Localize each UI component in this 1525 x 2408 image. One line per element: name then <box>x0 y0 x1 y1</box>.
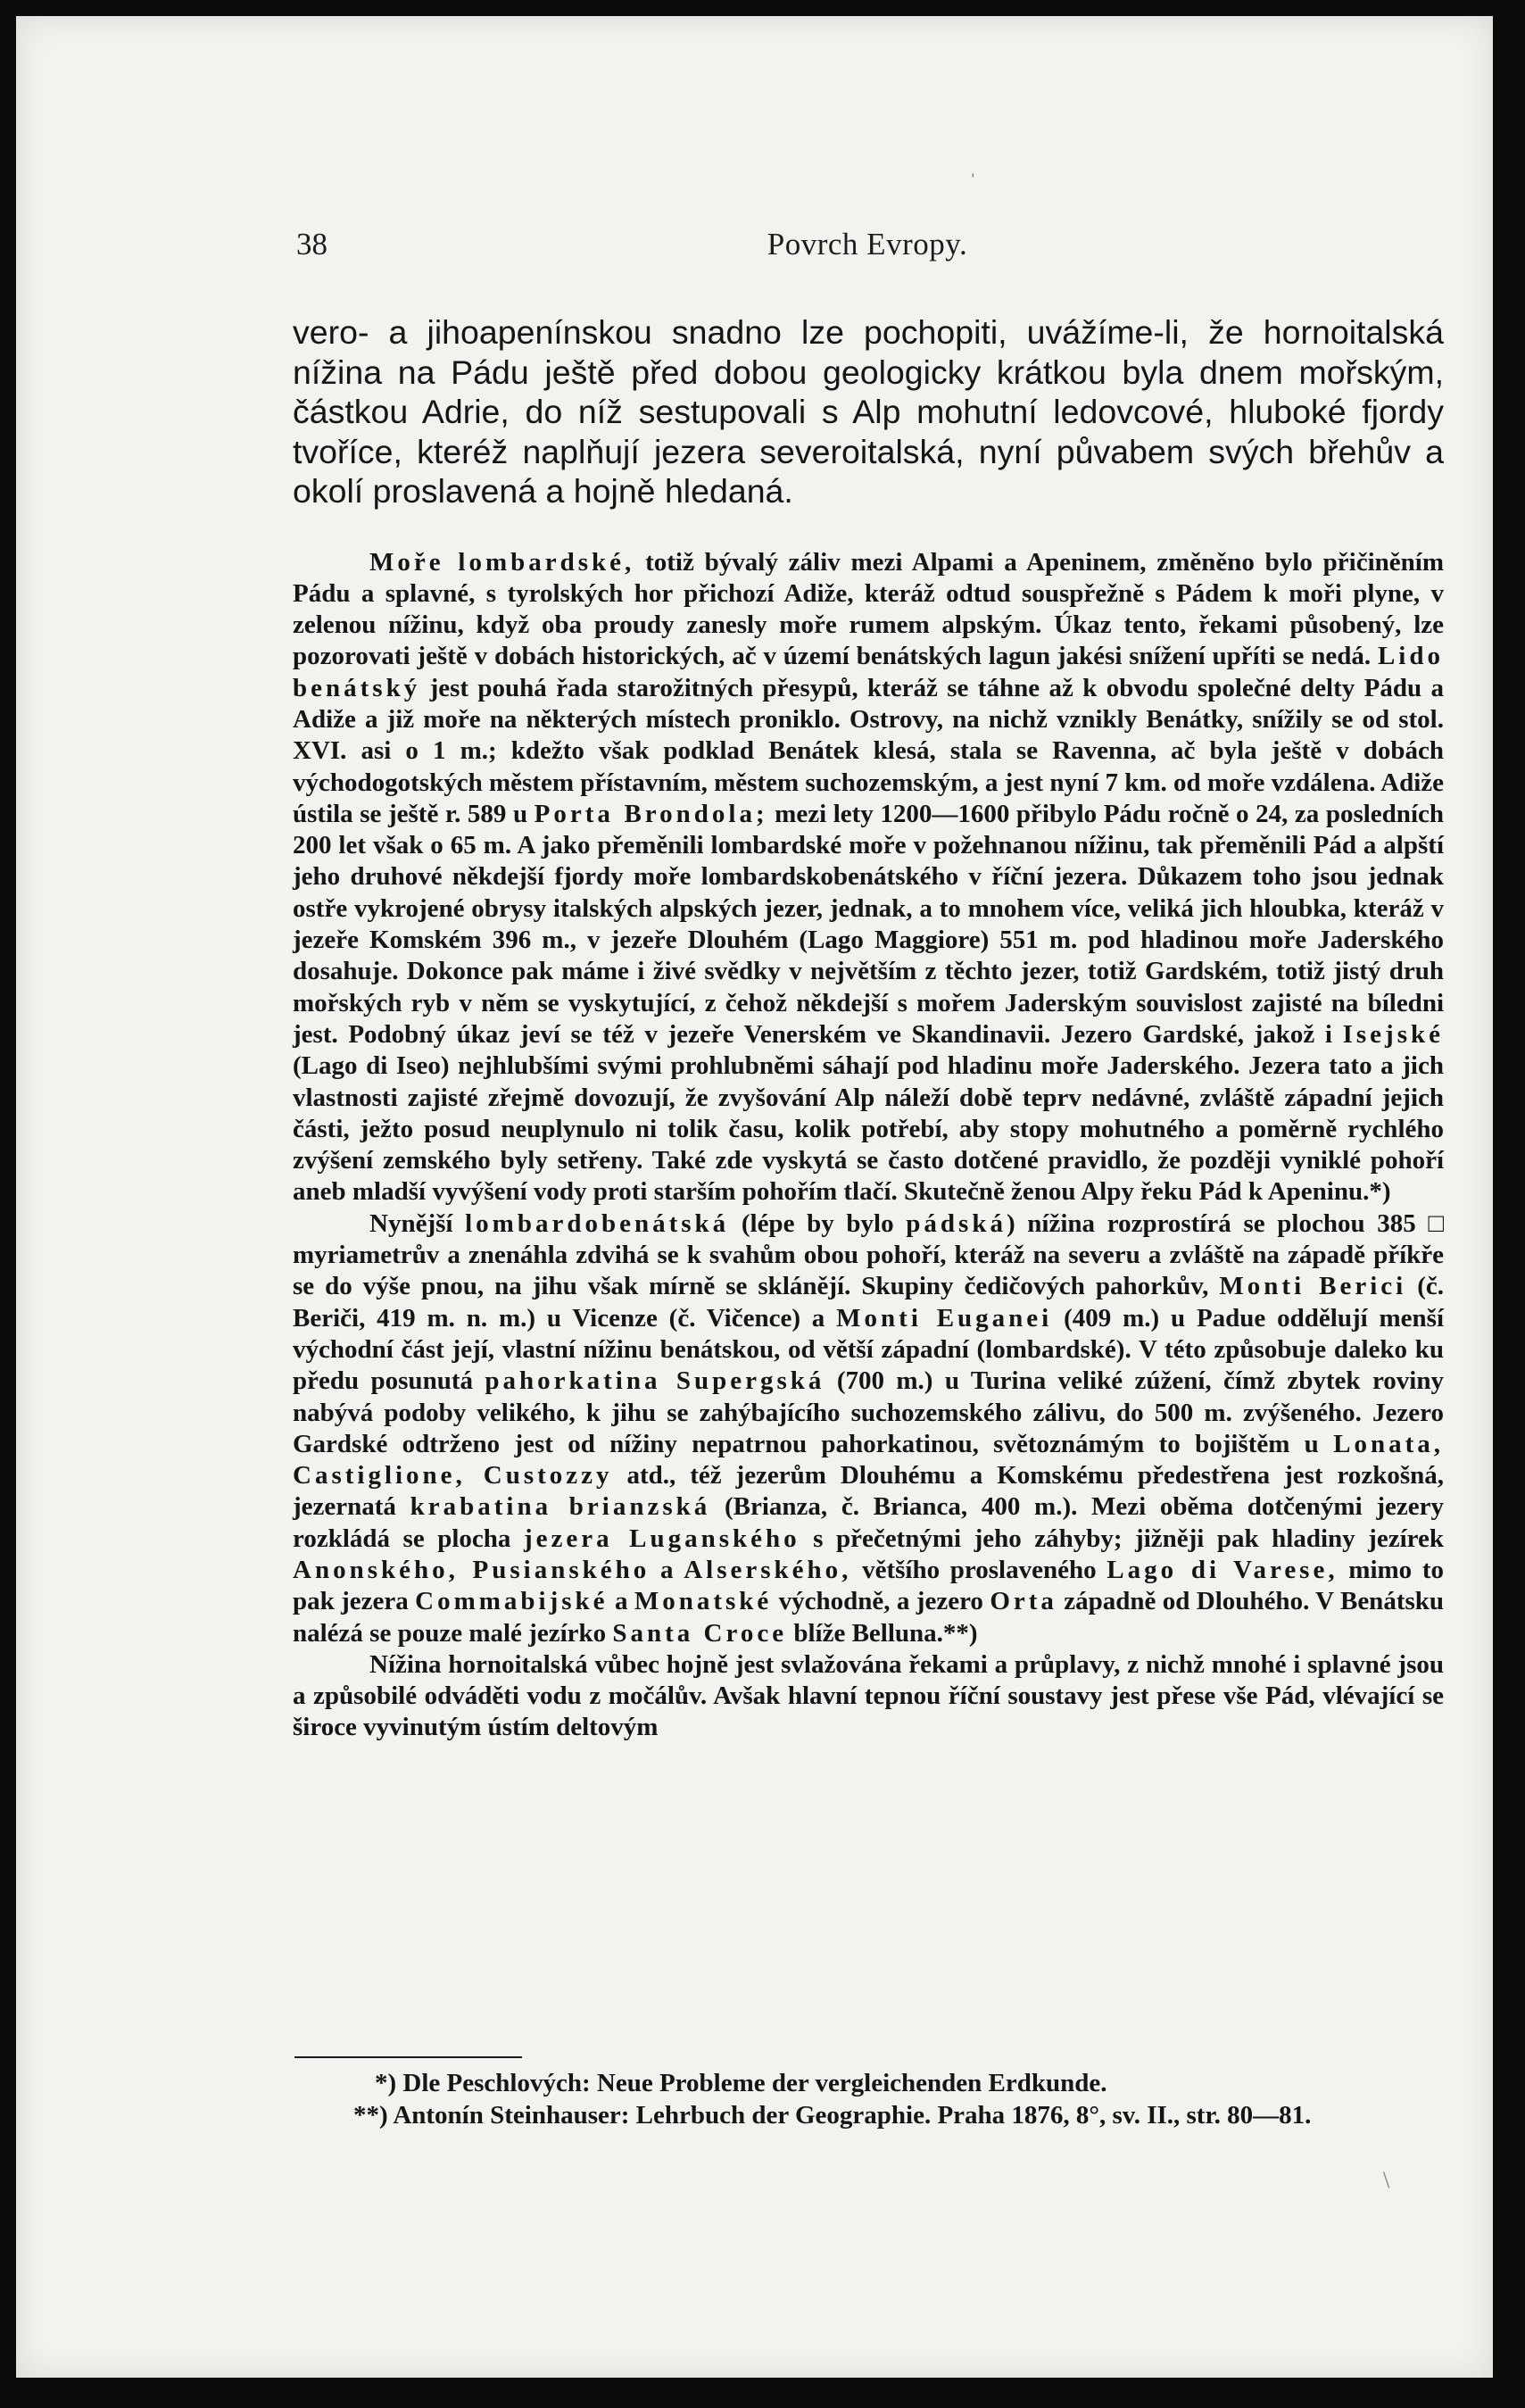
footnote-text: Antonín Steinhauser: Lehrbuch der Geographie. Praha 1876, 8°, sv. II., str. 80—81. <box>393 2101 1312 2130</box>
text-run: mimo to pak jezera <box>293 1556 1445 1616</box>
footnotes <box>293 2067 1444 2131</box>
text-run: s přečetnými jeho záhyby; jižněji pak hladiny jezírek <box>800 1524 1444 1553</box>
scanned-page <box>16 16 1493 2378</box>
spaced-term: Porta Brondola; <box>534 799 768 828</box>
spaced-term: jezera Luganského <box>523 1524 800 1553</box>
text-run: mezi lety 1200—1600 přibylo Pádu ročně o 24, za posledních 200 let však o 65 m. A jako přeměnili lombardské moře v požehnanou nížinu, tak přeměnili Pád a alpští jeho druhové někdejší fjordy moře lombardskobenátského v říční jezera. Důkazem toho jsou jednak ostře vykrojené obrysy italských alpských jezer, jednak, a to mnohem více, veliká jich hloubka, kteráž v jezeře Komském 396 m., v jezeře Dlouhém (Lago Maggiore) 551 m. pod hladinou moře Jaderského dosahuje. Dokonce pak máme i živé svědky v největším z těchto jezer, totiž Gardském, totiž jistý druh mořských ryb v něm se vyskytující, z čehož někdejší s mořem Jaderským souvislost zajisté na bíledni jest. Podobný úkaz jeví se též v jezeře Venerském ve Skandinavii. Jezero Gardské, jakož i <box>293 799 1444 1049</box>
spaced-term: Alserského, <box>684 1556 852 1584</box>
text-run: jest pouhá řada starožitných přesypů, kteráž se táhne až k obvodu společné delty Pádu a Adiže a již moře na některých místech proniklo. Ostrovy, na nichž vznikly Benátky, snížily se od stol. XVI. asi o 1 m.; kdežto však podklad Benátek klesá, stala se Ravenna, ač byla ještě v dobách východogotských městem přístavním, městem suchozemským, a jest nyní 7 km. od moře vzdálena. Adiže ústila se ještě r. 589 u <box>293 673 1444 828</box>
text-run: blíže Belluna.**) <box>787 1618 978 1648</box>
text-run: (č. Beriči, 419 m. n. m.) u Vicenze (č. Vičence) a <box>293 1272 1444 1333</box>
spaced-term: pádská <box>906 1208 1007 1238</box>
spaced-term: Lido benátský <box>293 642 1444 702</box>
footnote-text: Dle Peschlových: Neue Probleme der vergleichenden Erdkunde. <box>402 2069 1107 2097</box>
scan-speck: ˌ <box>969 152 977 178</box>
paragraph-rivers: Nížina hornoitalská vůbec hojně jest svlažována řekami a průplavy, z nichž mnohé i splavné jsou a způsobilé odváděti vodu z močálův. Avšak hlavní tepnou říční soustavy jest přese vše Pád, vlévající se široce vyvinutým ústím deltovým <box>293 1649 1444 1742</box>
footnote-rule <box>294 2056 522 2058</box>
text-run: (700 m.) u Turina veliké zúžení, čímž zbytek roviny nabývá podoby velikého, k jihu se zahýbajícího suchozemského zálivu, do 500 m. zvýšeného. Jezero Gardské odtrženo jest od nížiny nepatrnou pahorkatinou, světoznámým to bojištěm u <box>293 1366 1444 1458</box>
spaced-term: Monti Berici <box>1219 1272 1407 1301</box>
text-run: většího proslaveného <box>851 1556 1107 1584</box>
paragraph-lowland <box>293 1208 1444 1649</box>
spaced-term: Anonského, Pusianského <box>293 1556 651 1584</box>
text-run: a <box>608 1587 634 1616</box>
main-text <box>293 312 1444 1744</box>
spaced-term: Lago di Varese, <box>1106 1556 1339 1584</box>
spaced-term: pahorkatina Supergská <box>485 1366 825 1396</box>
spaced-term: Isejské <box>1342 1019 1444 1049</box>
text-run: totiž bývalý záliv mezi Alpami a Apeninem, změněno bylo přičiněním Pádu a splavné, s tyrolských hor přichozí Adiže, kteráž odtud souspřežně s Pádem k moři plyne, v zelenou nížinu, když oba proudy zanesly moře rumem alpským. Úkaz tento, řekami působený, lze pozorovati ještě v dobách historických, ač v území benátských lagun jakési snížení upříti se nedá. <box>293 547 1445 671</box>
text-run: a <box>650 1556 684 1584</box>
text-run: západně od Dlouhého. V Benátsku nalézá se pouze malé jezírko <box>293 1587 1445 1648</box>
footnote-mark: *) <box>375 2069 403 2097</box>
spaced-term: Monatské <box>634 1587 773 1616</box>
text-run: atd., též jezerům Dlouhému a Komskému předestřena jest rozkošná, jezernatá <box>293 1461 1444 1522</box>
footnote-mark: **) <box>353 2101 394 2130</box>
running-title: Povrch Evropy. <box>767 227 968 262</box>
spaced-term: Commabijské <box>415 1587 609 1616</box>
footnote-1 <box>293 2067 1444 2099</box>
spaced-term: Lonata, Castiglione, Custozzy <box>293 1429 1444 1490</box>
spaced-term: Monti Euganei <box>836 1303 1053 1333</box>
paragraph-lombard-sea <box>293 547 1444 1208</box>
spaced-term: krabatina brianzská <box>410 1492 711 1522</box>
page-number: 38 <box>296 227 327 262</box>
spaced-term: Moře lombardské, <box>369 547 635 577</box>
scan-speck: \ <box>1383 2167 1390 2193</box>
footnote-2 <box>293 2099 1444 2131</box>
text-run: (lépe by bylo <box>729 1208 907 1238</box>
text-run: (Brianza, č. Brianca, 400 m.). Mezi oběma dotčenými jezery rozkládá se plocha <box>293 1492 1444 1553</box>
text-run: ) nížina rozprostírá se plochou 385 □ myriametrův a znenáhla zdvihá se k svahům obou pohoří, kteráž na severu a zvláště na západě příkře se do výše pnou, na jihu však mírně se sklánějí. Skupiny čedičových pahorkův, <box>293 1208 1444 1301</box>
spaced-term: Santa Croce <box>612 1618 788 1648</box>
spaced-term: lombardobenátská <box>465 1208 730 1238</box>
text-run: Nynější <box>369 1208 466 1238</box>
lead-paragraph: vero- a jihoapenínskou snadno lze pochopiti, uvážíme-li, že hornoitalská nížina na Pádu ještě před dobou geologicky krátkou byla dnem mořským, částkou Adrie, do níž sestupovali s Alp mohutní ledovcové, hluboké fjordy tvoříce, kteréž naplňují jezera severoitalská, nyní půvabem svých břehův a okolí proslavená a hojně hledaná. <box>293 313 1444 510</box>
text-run: východně, a jezero <box>772 1587 990 1616</box>
text-run: (Lago di Iseo) nejhlubšími svými prohlubněmi sáhají pod hladinu moře Jaderského. Jezera tato a jich vlastnosti zajisté zřejmě dovozují, že zvyšování Alp náleží době teprv nedávné, zvláště západní jejich části, ježto posud neuplynulo ni tolik času, kolik potřebí, aby stopy mohutného a poměrně rychlého zvýšení zemského byly setřeny. Také zde vyskytá se často dotčené pravidlo, že později vyniklé pohoří aneb mladší vyvýšení vody proti starším pohořím tlačí. Skutečně ženou Alpy řeku Pád k Apeninu.*) <box>293 1051 1444 1207</box>
spaced-term: Orta <box>990 1587 1057 1616</box>
text-run: (409 m.) u Padue oddělují menší východní část její, vlastní nížinu benátskou, od větší západní (lombardské). V této způsobuje daleko ku předu posunutá <box>293 1303 1445 1396</box>
